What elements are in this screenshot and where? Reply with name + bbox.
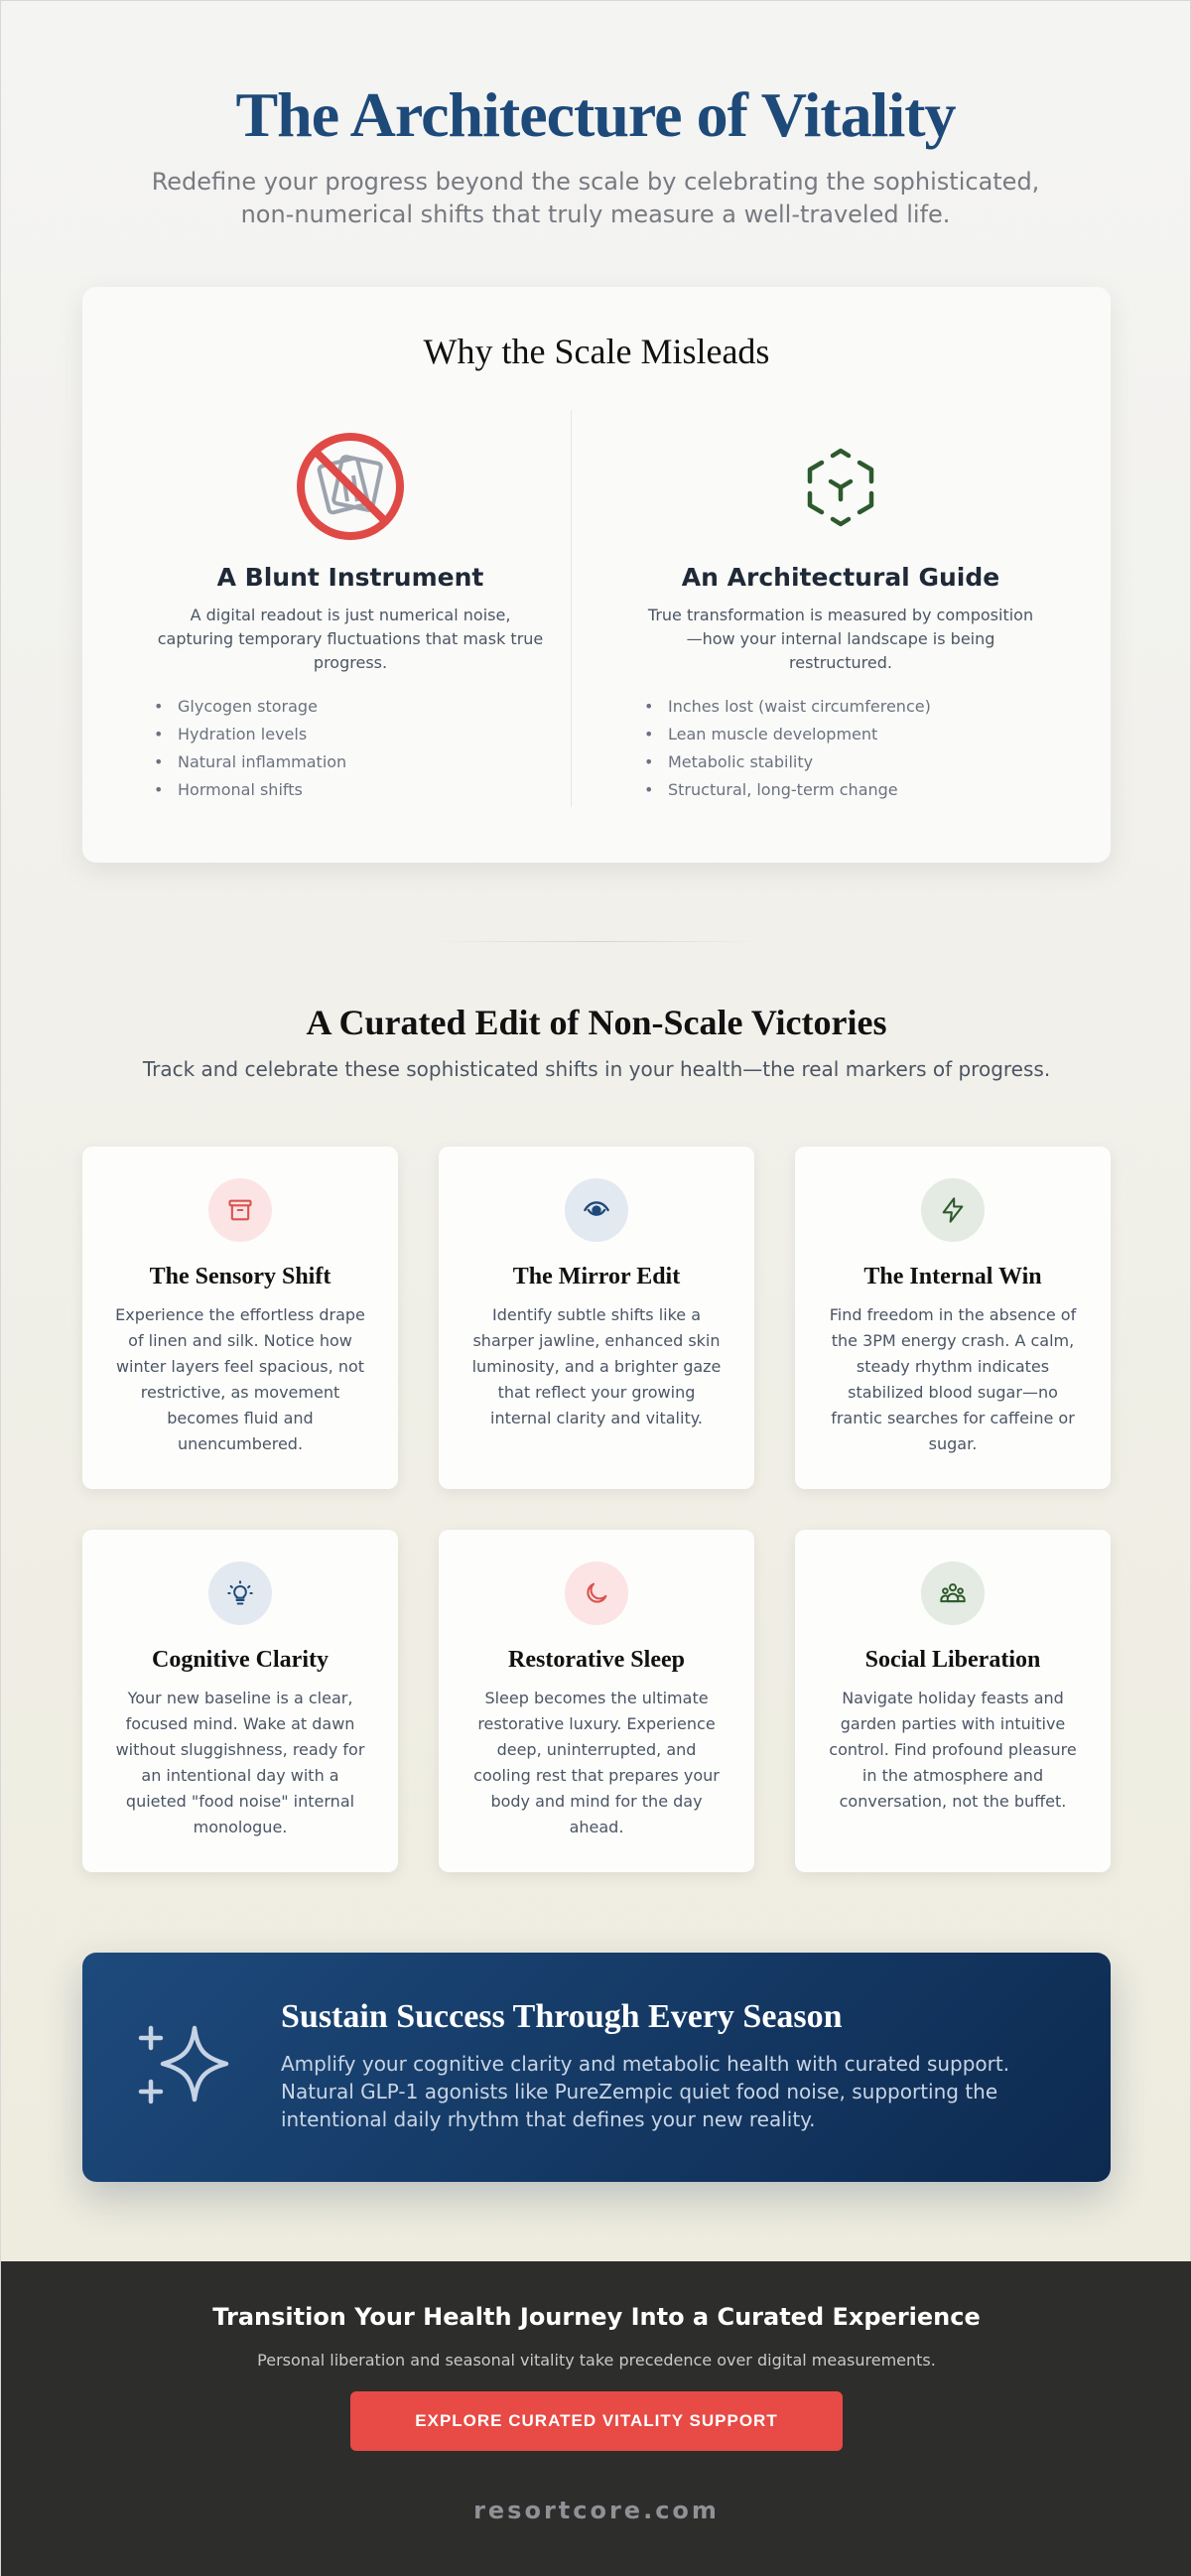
section-divider (428, 941, 765, 942)
hero (1, 1, 1190, 231)
banner-text: Amplify your cognitive clarity and metabolic health with curated support. Natural GLP-1 agonists like PureZempic quiet food noise, supporting the intentional daily rhythm that defines your new reality. (281, 2052, 1010, 2131)
list-item: • Lean muscle development (644, 721, 1049, 748)
blunt-instrument-description: A digital readout is just numerical noise, capturing temporary fluctuations that mask true progress. (157, 606, 544, 672)
victories-header (1, 1002, 1191, 1081)
list-item: • Hormonal shifts (154, 776, 559, 804)
list-item: • Metabolic stability (644, 748, 1049, 776)
footer (1, 2261, 1191, 2576)
victory-card-mirror-edit (439, 1147, 754, 1489)
victory-card-social-liberation (795, 1530, 1111, 1872)
card-text: Experience the effortless drape of linen and silk. Notice how winter layers feel spacious, not restrictive, as movement becomes fluid and unencumbered. (115, 1305, 365, 1453)
victory-card-internal-win (795, 1147, 1111, 1489)
architectural-guide-column (632, 432, 1049, 804)
moon-icon (565, 1561, 628, 1625)
victories-subtitle: Track and celebrate these sophisticated shifts in your health—the real markers of progress. (142, 1057, 1051, 1081)
victory-card-restorative-sleep (439, 1530, 754, 1872)
victory-card-sensory-shift (82, 1147, 398, 1489)
card-text: Find freedom in the absence of the 3PM energy crash. A calm, steady rhythm indicates stabilized blood sugar—no frantic searches for caffeine or sugar. (829, 1305, 1077, 1453)
no-scale-icon (296, 432, 405, 541)
success-banner (82, 1953, 1111, 2182)
page-subtitle: Redefine your progress beyond the scale by celebrating the sophisticated, non-numerical shifts that truly measure a well-traveled life. (151, 168, 1040, 228)
eye-icon (565, 1178, 628, 1242)
lightbulb-icon (208, 1561, 272, 1625)
banner-title: Sustain Success Through Every Season (281, 1998, 843, 2035)
victory-card-cognitive-clarity (82, 1530, 398, 1872)
card-title: Cognitive Clarity (152, 1647, 329, 1673)
list-item: • Hydration levels (154, 721, 559, 748)
scale-title: Why the Scale Misleads (423, 332, 770, 371)
architectural-guide-description: True transformation is measured by composition—how your internal landscape is being restructured. (647, 606, 1034, 672)
card-title: Restorative Sleep (508, 1647, 685, 1673)
scale-section (82, 287, 1111, 863)
card-text: Identify subtle shifts like a sharper jawline, enhanced skin luminosity, and a brighter gaze that reflect your growing internal clarity and vitality. (471, 1305, 722, 1427)
list-item: • Natural inflammation (154, 748, 559, 776)
people-group-icon (921, 1561, 985, 1625)
card-text: Sleep becomes the ultimate restorative luxury. Experience deep, uninterrupted, and cooling rest that prepares your body and mind for the day ahead. (473, 1689, 720, 1836)
card-title: The Internal Win (863, 1264, 1042, 1289)
architectural-guide-heading: An Architectural Guide (681, 563, 1000, 592)
brand-link[interactable]: resortcore.com (473, 2497, 720, 2524)
explore-vitality-button[interactable]: EXPLORE CURATED VITALITY SUPPORT (350, 2391, 843, 2451)
archive-box-icon (208, 1178, 272, 1242)
blunt-instrument-list (142, 693, 559, 804)
lightning-icon (921, 1178, 985, 1242)
blunt-instrument-heading: A Blunt Instrument (216, 563, 484, 592)
architectural-guide-list (632, 693, 1049, 804)
footer-title: Transition Your Health Journey Into a Curated Experience (212, 2303, 981, 2331)
list-item: • Structural, long-term change (644, 776, 1049, 804)
footer-subtitle: Personal liberation and seasonal vitality take precedence over digital measurements. (257, 2351, 936, 2370)
card-title: The Mirror Edit (512, 1264, 681, 1289)
card-text: Navigate holiday feasts and garden parties with intuitive control. Find profound pleasure in the atmosphere and conversation, not the buffet. (829, 1689, 1077, 1811)
card-text: Your new baseline is a clear, focused mind. Wake at dawn without sluggishness, ready for an intentional day with a quieted "food noise" internal monologue. (115, 1689, 365, 1836)
page-title: The Architecture of Vitality (235, 79, 956, 150)
list-item: • Glycogen storage (154, 693, 559, 721)
victories-title: A Curated Edit of Non-Scale Victories (306, 1003, 887, 1042)
structure-cube-icon (786, 432, 895, 541)
column-divider (571, 410, 572, 807)
sparkles-icon (137, 2018, 236, 2117)
victories-grid (82, 1147, 1111, 1872)
blunt-instrument-column (142, 432, 559, 804)
card-title: The Sensory Shift (149, 1264, 331, 1289)
card-title: Social Liberation (864, 1647, 1041, 1673)
list-item: • Inches lost (waist circumference) (644, 693, 1049, 721)
